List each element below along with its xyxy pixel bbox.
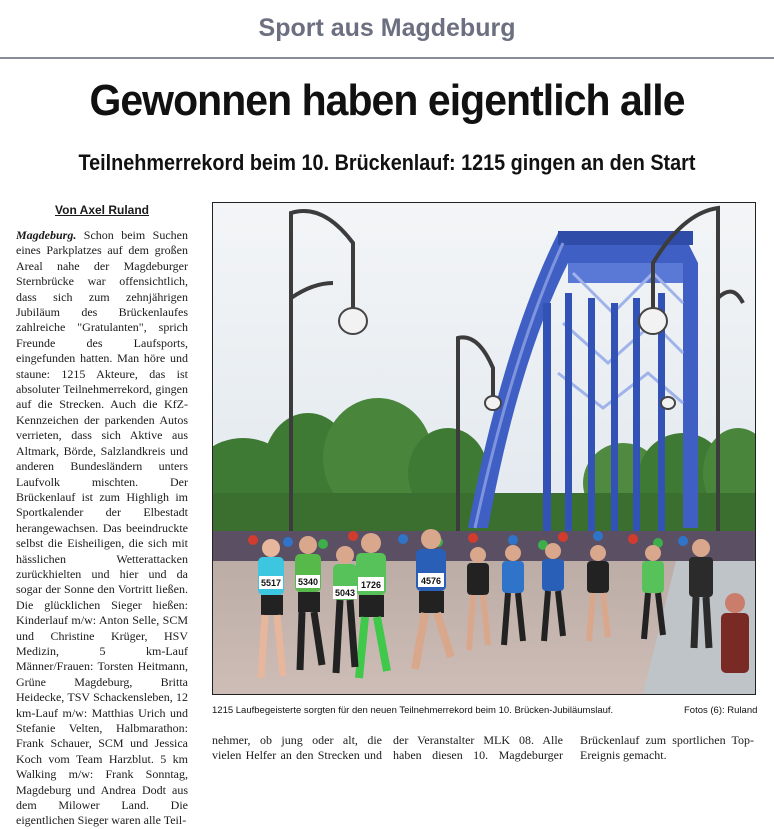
article-text-1: Schon beim Suchen eines Parkplatzes auf dem großen Areal nahe der Magdeburger Sternbrücke war offensichtlich, dass sich zum zehnjährigen Jubiläum des Brückenlaufes zahlreiche "Gratulanten", sprich Freunde des Laufsports, eingefunden hatten. Man höre und staune: 1215 Akteure, das ist absoluter Teilnehmerrekord, gingen auf die Strecken. Auch die KfZ-Kennzeichen der parkenden Autos verrieten, dass sich Aktive aus Altmark, Börde, Salzlandkreis und anderen Bundesländern unters Laufvolk mischten. Der Brückenlauf ist zum Highligh im Sportkalender der Elbestadt herangewachsen. Das beeindruckte selbst die Eisheiligen, die sich mit hässlichen Wetterattacken zurückhielten und hier und da sogar der Sonne den Vortritt ließen. Die glücklichen Sieger hießen: Kinderlauf m/w: Anton Selle, SCM und Christine Krüger, HSV Medizin, 5 km-Lauf Männer/Frauen: Torsten Heitmann, Grüne Magdeburg, Britta Heidecke, TSV Schackensleben, 12 km-Lauf m/w: Matthias Urich und Stefanie Velten, Halbmarathon: Frank Schauer, SCM und Jessica Koch vom Team Harzblut. 5 km Walking m/w: Frank Sonntag, Magdeburg und Andrea Dodt aus dem Milower Land. Die eigentlichen Sieger waren alle Teil- bbox=[16, 228, 188, 828]
photo-credit: Fotos (6): Ruland bbox=[684, 705, 758, 716]
article-column-2: nehmer, ob jung oder alt, die vielen Helfer an den Strecken und bbox=[212, 733, 382, 763]
bridge-run-photo bbox=[213, 203, 755, 694]
bib-number: 5043 bbox=[334, 588, 356, 598]
dateline: Magdeburg. bbox=[16, 228, 77, 242]
headline: Gewonnen haben eigentlich alle bbox=[89, 76, 685, 125]
section-title: Sport aus Magdeburg bbox=[258, 14, 516, 42]
article-column-1 bbox=[16, 228, 188, 829]
photo-caption: 1215 Laufbegeisterte sorgten für den neuen Teilnehmerrekord beim 10. Brücken-Jubiläumslauf. bbox=[212, 705, 614, 716]
article-photo bbox=[212, 202, 756, 695]
section-divider bbox=[0, 57, 774, 59]
bib-number: 1726 bbox=[360, 580, 382, 590]
article-column-4: Brückenlauf zum sportlichen Top-Ereignis gemacht. bbox=[580, 733, 754, 763]
bib-number: 5340 bbox=[297, 577, 319, 587]
byline: Von Axel Ruland bbox=[55, 203, 150, 217]
article-column-3: der Veranstalter MLK 08. Alle haben diesen 10. Magdeburger bbox=[393, 733, 563, 763]
bib-number: 5517 bbox=[260, 578, 282, 588]
bib-number: 4576 bbox=[420, 576, 442, 586]
subheadline: Teilnehmerrekord beim 10. Brückenlauf: 1215 gingen an den Start bbox=[78, 150, 696, 175]
